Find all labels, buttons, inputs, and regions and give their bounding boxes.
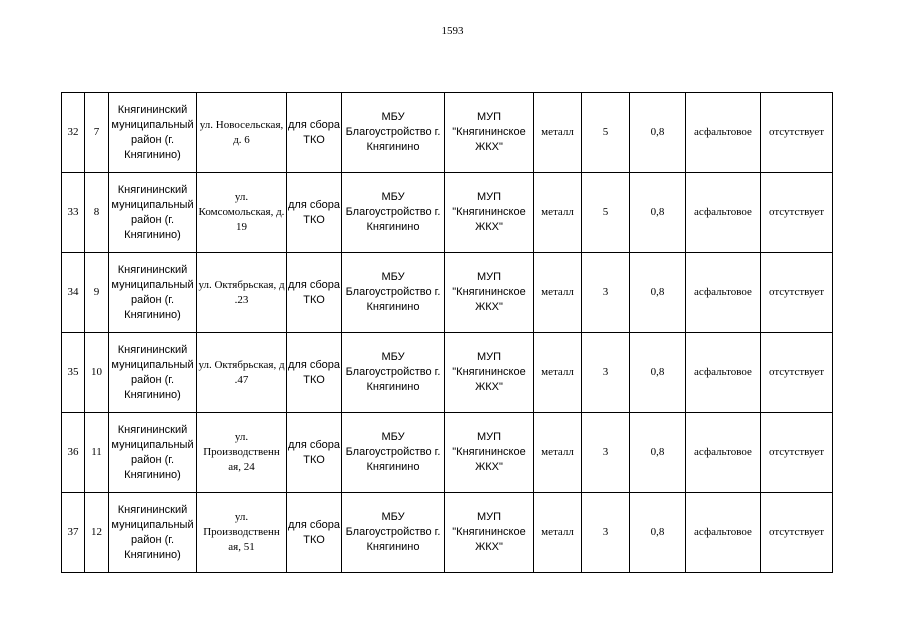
container-count-cell: 3 bbox=[582, 333, 630, 413]
container-count-cell: 3 bbox=[582, 493, 630, 573]
row-number-cell: 35 bbox=[62, 333, 85, 413]
district-cell: Княгининский муниципальный район (г. Княгинино) bbox=[109, 333, 197, 413]
table-row bbox=[62, 253, 833, 333]
sub-number-cell: 9 bbox=[85, 253, 109, 333]
table-body bbox=[62, 93, 833, 573]
address-cell: ул. Новосельская, д. 6 bbox=[197, 93, 287, 173]
operator-cell: МУП "Княгининское ЖКХ" bbox=[445, 493, 534, 573]
table-row bbox=[62, 93, 833, 173]
registry-table bbox=[61, 92, 833, 573]
district-cell: Княгининский муниципальный район (г. Княгинино) bbox=[109, 413, 197, 493]
container-volume-cell: 0,8 bbox=[630, 333, 686, 413]
address-cell: ул. Комсомольская, д. 19 bbox=[197, 173, 287, 253]
owner-cell: МБУ Благоустройство г. Княгинино bbox=[342, 173, 445, 253]
address-cell: ул. Октябрьская, д .47 bbox=[197, 333, 287, 413]
fence-cell: отсутствует bbox=[761, 173, 833, 253]
owner-cell: МБУ Благоустройство г. Княгинино bbox=[342, 493, 445, 573]
fence-cell: отсутствует bbox=[761, 253, 833, 333]
page-number: 1593 bbox=[441, 25, 464, 37]
owner-cell: МБУ Благоустройство г. Княгинино bbox=[342, 413, 445, 493]
row-number-cell: 34 bbox=[62, 253, 85, 333]
sub-number-cell: 11 bbox=[85, 413, 109, 493]
sub-number-cell: 8 bbox=[85, 173, 109, 253]
surface-type-cell: асфальтовое bbox=[686, 413, 761, 493]
container-count-cell: 5 bbox=[582, 173, 630, 253]
district-cell: Княгининский муниципальный район (г. Княгинино) bbox=[109, 173, 197, 253]
owner-cell: МБУ Благоустройство г. Княгинино bbox=[342, 333, 445, 413]
container-volume-cell: 0,8 bbox=[630, 493, 686, 573]
material-cell: металл bbox=[534, 93, 582, 173]
container-volume-cell: 0,8 bbox=[630, 253, 686, 333]
surface-type-cell: асфальтовое bbox=[686, 93, 761, 173]
operator-cell: МУП "Княгининское ЖКХ" bbox=[445, 253, 534, 333]
sub-number-cell: 10 bbox=[85, 333, 109, 413]
surface-type-cell: асфальтовое bbox=[686, 173, 761, 253]
fence-cell: отсутствует bbox=[761, 333, 833, 413]
owner-cell: МБУ Благоустройство г. Княгинино bbox=[342, 253, 445, 333]
district-cell: Княгининский муниципальный район (г. Княгинино) bbox=[109, 93, 197, 173]
row-number-cell: 32 bbox=[62, 93, 85, 173]
district-cell: Княгининский муниципальный район (г. Княгинино) bbox=[109, 253, 197, 333]
purpose-cell: для сбора ТКО bbox=[287, 493, 342, 573]
row-number-cell: 37 bbox=[62, 493, 85, 573]
container-count-cell: 3 bbox=[582, 253, 630, 333]
address-cell: ул. Октябрьская, д .23 bbox=[197, 253, 287, 333]
container-volume-cell: 0,8 bbox=[630, 93, 686, 173]
table-row bbox=[62, 493, 833, 573]
address-cell: ул. Производственн ая, 51 bbox=[197, 493, 287, 573]
row-number-cell: 36 bbox=[62, 413, 85, 493]
sub-number-cell: 7 bbox=[85, 93, 109, 173]
purpose-cell: для сбора ТКО bbox=[287, 253, 342, 333]
row-number-cell: 33 bbox=[62, 173, 85, 253]
container-volume-cell: 0,8 bbox=[630, 413, 686, 493]
surface-type-cell: асфальтовое bbox=[686, 493, 761, 573]
operator-cell: МУП "Княгининское ЖКХ" bbox=[445, 333, 534, 413]
operator-cell: МУП "Княгининское ЖКХ" bbox=[445, 93, 534, 173]
surface-type-cell: асфальтовое bbox=[686, 253, 761, 333]
container-volume-cell: 0,8 bbox=[630, 173, 686, 253]
purpose-cell: для сбора ТКО bbox=[287, 93, 342, 173]
material-cell: металл bbox=[534, 413, 582, 493]
table-row bbox=[62, 173, 833, 253]
purpose-cell: для сбора ТКО bbox=[287, 173, 342, 253]
operator-cell: МУП "Княгининское ЖКХ" bbox=[445, 413, 534, 493]
material-cell: металл bbox=[534, 333, 582, 413]
material-cell: металл bbox=[534, 173, 582, 253]
fence-cell: отсутствует bbox=[761, 413, 833, 493]
sub-number-cell: 12 bbox=[85, 493, 109, 573]
purpose-cell: для сбора ТКО bbox=[287, 333, 342, 413]
table-row bbox=[62, 413, 833, 493]
table-row bbox=[62, 333, 833, 413]
fence-cell: отсутствует bbox=[761, 93, 833, 173]
material-cell: металл bbox=[534, 253, 582, 333]
surface-type-cell: асфальтовое bbox=[686, 333, 761, 413]
purpose-cell: для сбора ТКО bbox=[287, 413, 342, 493]
operator-cell: МУП "Княгининское ЖКХ" bbox=[445, 173, 534, 253]
address-cell: ул. Производственн ая, 24 bbox=[197, 413, 287, 493]
container-count-cell: 3 bbox=[582, 413, 630, 493]
fence-cell: отсутствует bbox=[761, 493, 833, 573]
district-cell: Княгининский муниципальный район (г. Княгинино) bbox=[109, 493, 197, 573]
container-count-cell: 5 bbox=[582, 93, 630, 173]
material-cell: металл bbox=[534, 493, 582, 573]
owner-cell: МБУ Благоустройство г. Княгинино bbox=[342, 93, 445, 173]
